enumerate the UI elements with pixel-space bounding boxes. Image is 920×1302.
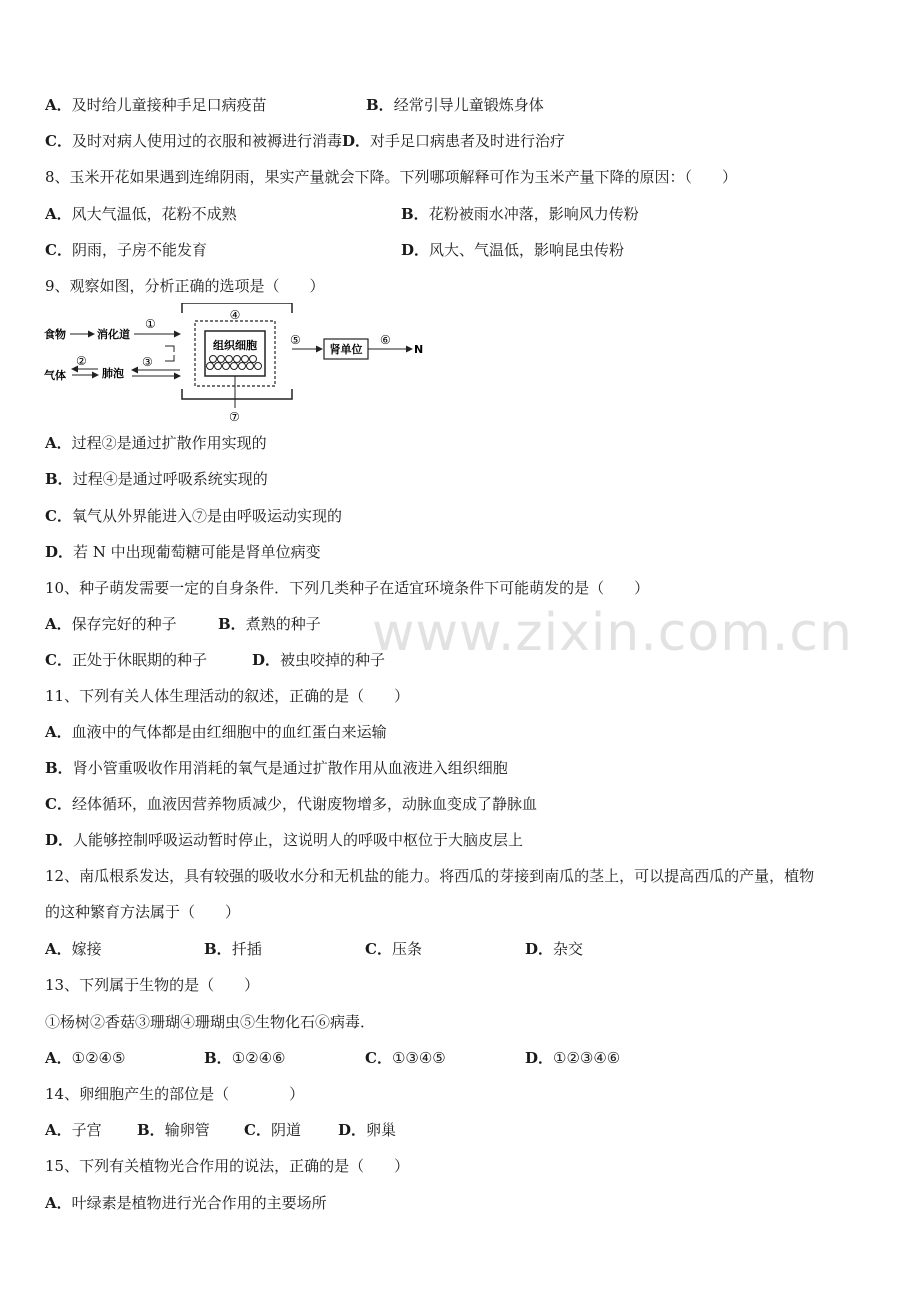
q10-option-a-text: 保存完好的种子 — [71, 615, 177, 633]
q10-option-b — [218, 614, 321, 634]
q9-option-a — [45, 433, 267, 453]
q13-option-b — [204, 1048, 285, 1068]
q7-option-c-letter: C． — [45, 132, 72, 150]
q7-option-b-text: 经常引导儿童锻炼身体 — [393, 96, 544, 114]
q9-option-c — [45, 506, 342, 526]
q8-option-b-letter: B． — [401, 205, 429, 223]
q12-stem-line1: 12、南瓜根系发达，具有较强的吸收水分和无机盐的能力。将西瓜的芽接到南瓜的茎上，可以提高西瓜的产量，植物 — [45, 867, 815, 885]
q14-option-a-text: 子宫 — [71, 1121, 102, 1139]
q13-option-c-text: ①③④⑤ — [391, 1049, 446, 1067]
q8-option-a — [45, 204, 237, 224]
q14-option-a — [45, 1120, 102, 1140]
q7-option-d-text: 对手足口病患者及时进行治疗 — [369, 132, 565, 150]
q9-option-b-text: 过程④是通过呼吸系统实现的 — [72, 470, 268, 488]
q14-option-c — [244, 1120, 301, 1140]
q8-option-a-text: 风大气温低，花粉不成熟 — [71, 205, 237, 223]
q15-option-a-letter: A． — [45, 1194, 72, 1212]
label-alveoli: 肺泡 — [102, 367, 124, 380]
q11-option-a — [45, 722, 387, 742]
q12-option-c-letter: C． — [365, 940, 392, 958]
q8-option-b-text: 花粉被雨水冲落，影响风力传粉 — [428, 205, 639, 223]
q12-option-d — [525, 939, 583, 959]
q14-stem: 14、卵细胞产生的部位是（ ） — [45, 1085, 305, 1103]
label-food: 食物 — [44, 328, 66, 341]
q11-option-d — [45, 830, 523, 850]
q12-stem-line2: 的这种繁育方法属于（ ） — [45, 903, 241, 921]
q7-option-a-text: 及时给儿童接种手足口病疫苗 — [71, 96, 267, 114]
label-gas: 气体 — [44, 369, 66, 382]
q8-stem: 8、玉米开花如果遇到连绵阴雨，果实产量就会下降。下列哪项解释可作为玉米产量下降的原因：（ ） — [45, 168, 738, 186]
q10-option-d-letter: D． — [252, 651, 281, 669]
q13-option-a-letter: A． — [45, 1049, 72, 1067]
q10-option-b-text: 煮熟的种子 — [245, 615, 321, 633]
q9-option-b — [45, 469, 268, 489]
q13-option-c-letter: C． — [365, 1049, 392, 1067]
q11-option-a-letter: A． — [45, 723, 72, 741]
q9-option-a-letter: A． — [45, 434, 72, 452]
q13-option-d-letter: D． — [525, 1049, 554, 1067]
q11-option-d-text: 人能够控制呼吸运动暂时停止，这说明人的呼吸中枢位于大脑皮层上 — [73, 831, 524, 849]
q14-option-a-letter: A． — [45, 1121, 72, 1139]
q12-option-b-letter: B． — [204, 940, 232, 958]
q9-stem: 9、观察如图，分析正确的选项是（ ） — [45, 277, 325, 295]
q12-option-c — [365, 939, 422, 959]
q13-option-a — [45, 1048, 125, 1068]
q14-option-d-text: 卵巢 — [366, 1121, 397, 1139]
q9-option-a-text: 过程②是通过扩散作用实现的 — [71, 434, 267, 452]
body-outline-bottom — [182, 389, 292, 399]
q8-option-d — [401, 240, 624, 260]
q11-option-c — [45, 794, 537, 814]
q8-option-c-letter: C． — [45, 241, 72, 259]
marker-6: ⑥ — [380, 333, 391, 347]
q11-option-a-text: 血液中的气体都是由红细胞中的血红蛋白来运输 — [71, 723, 387, 741]
q14-option-c-text: 阴道 — [270, 1121, 301, 1139]
q8-option-d-text: 风大、气温低，影响昆虫传粉 — [429, 241, 625, 259]
cell-cluster — [207, 356, 262, 370]
q15-option-a — [45, 1193, 327, 1213]
label-digestive-tract: 消化道 — [97, 328, 130, 341]
q10-option-c-text: 正处于休眠期的种子 — [71, 651, 207, 669]
q13-option-a-text: ①②④⑤ — [71, 1049, 126, 1067]
q11-option-b-text: 肾小管重吸收作用消耗的氧气是通过扩散作用从血液进入组织细胞 — [72, 759, 508, 777]
q7-option-b-letter: B． — [366, 96, 394, 114]
q14-option-d — [338, 1120, 396, 1140]
marker-3-bracket — [165, 346, 174, 361]
q8-option-b — [401, 204, 639, 224]
q13-list: ①杨树②香菇③珊瑚④珊瑚虫⑤生物化石⑥病毒． — [45, 1013, 376, 1031]
q15-option-a-text: 叶绿素是植物进行光合作用的主要场所 — [71, 1194, 327, 1212]
q11-option-c-letter: C． — [45, 795, 72, 813]
q11-stem: 11、下列有关人体生理活动的叙述，正确的是（ ） — [45, 687, 410, 705]
q13-option-d-text: ①②③④⑥ — [553, 1049, 621, 1067]
q7-option-d-letter: D． — [341, 132, 370, 150]
q10-option-a-letter: A． — [45, 615, 72, 633]
q10-stem: 10、种子萌发需要一定的自身条件．下列几类种子在适宜环境条件下可能萌发的是（ ） — [45, 579, 650, 597]
q12-option-b-text: 扦插 — [231, 940, 262, 958]
q13-stem: 13、下列属于生物的是（ ） — [45, 976, 260, 994]
q13-option-c — [365, 1048, 446, 1068]
q8-option-c-text: 阴雨，子房不能发育 — [71, 241, 207, 259]
q8-option-a-letter: A． — [45, 205, 72, 223]
marker-2: ② — [76, 354, 87, 368]
q12-option-a-text: 嫁接 — [71, 940, 102, 958]
q7-option-a-letter: A． — [45, 96, 72, 114]
q13-option-b-letter: B． — [204, 1049, 232, 1067]
q9-option-d-text: 若 N 中出现葡萄糖可能是肾单位病变 — [73, 543, 321, 561]
q7-option-cd — [45, 131, 565, 151]
q7-option-c-text: 及时对病人使用过的衣服和被褥进行消毒 — [71, 132, 342, 150]
marker-4: ④ — [229, 308, 241, 322]
q13-option-d — [525, 1048, 620, 1068]
label-tissue-cells: 组织细胞 — [213, 339, 257, 352]
q9-physiology-diagram — [42, 303, 442, 431]
q10-option-d — [252, 650, 385, 670]
q11-option-d-letter: D． — [45, 831, 74, 849]
q9-option-c-letter: C． — [45, 507, 72, 525]
q14-option-d-letter: D． — [338, 1121, 367, 1139]
q10-option-c — [45, 650, 207, 670]
q14-option-b-text: 输卵管 — [164, 1121, 210, 1139]
q10-option-d-text: 被虫咬掉的种子 — [280, 651, 386, 669]
marker-3: ③ — [142, 355, 153, 369]
watermark: www.zixin.com.cn — [372, 603, 853, 663]
q10-option-a — [45, 614, 177, 634]
q12-option-b — [204, 939, 262, 959]
q7-option-b — [366, 95, 544, 115]
q7-option-a — [45, 95, 267, 115]
q15-stem: 15、下列有关植物光合作用的说法，正确的是（ ） — [45, 1157, 410, 1175]
q11-option-b-letter: B． — [45, 759, 73, 777]
q14-option-c-letter: C． — [244, 1121, 271, 1139]
q9-option-d — [45, 542, 321, 562]
label-nephron: 肾单位 — [329, 343, 363, 356]
marker-7: ⑦ — [229, 410, 240, 424]
marker-5: ⑤ — [290, 333, 301, 347]
q12-option-a-letter: A． — [45, 940, 72, 958]
label-n: N — [414, 343, 424, 356]
q9-option-c-text: 氧气从外界能进入⑦是由呼吸运动实现的 — [71, 507, 342, 525]
q13-option-b-text: ①②④⑥ — [231, 1049, 286, 1067]
q11-option-b — [45, 758, 508, 778]
q10-option-c-letter: C． — [45, 651, 72, 669]
q14-option-b-letter: B． — [137, 1121, 165, 1139]
q12-option-d-text: 杂交 — [553, 940, 584, 958]
q11-option-c-text: 经体循环，血液因营养物质减少，代谢废物增多，动脉血变成了静脉血 — [71, 795, 537, 813]
q8-option-c — [45, 240, 207, 260]
q9-option-d-letter: D． — [45, 543, 74, 561]
q8-option-d-letter: D． — [401, 241, 430, 259]
q12-option-a — [45, 939, 102, 959]
q12-option-d-letter: D． — [525, 940, 554, 958]
q10-option-b-letter: B． — [218, 615, 246, 633]
q12-option-c-text: 压条 — [391, 940, 422, 958]
q14-option-b — [137, 1120, 210, 1140]
marker-1: ① — [145, 317, 156, 331]
q9-option-b-letter: B． — [45, 470, 73, 488]
